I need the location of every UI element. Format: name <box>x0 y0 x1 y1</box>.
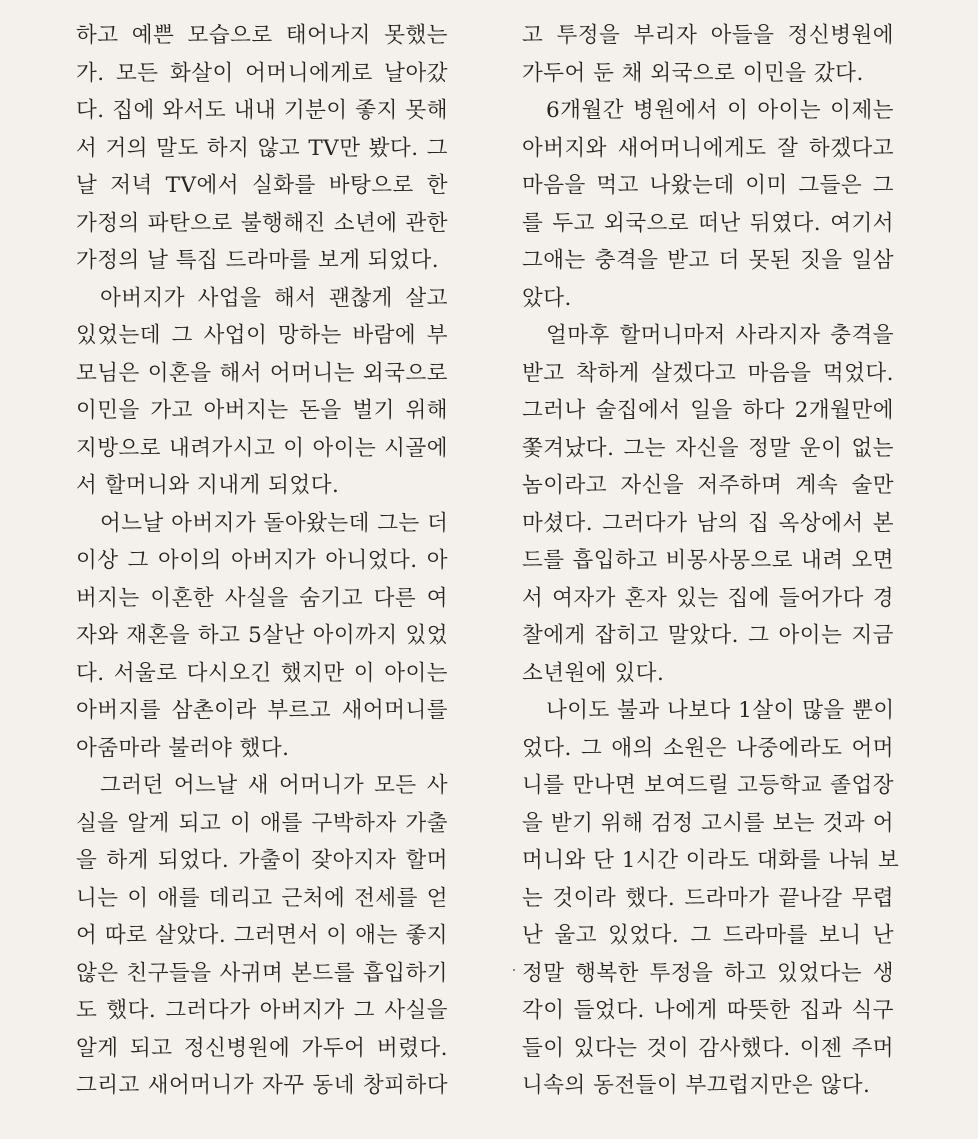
paragraph-first-line: 그러던 어느날 새 어머니가 모든 사 <box>100 773 448 798</box>
text-line: 도 했다. 그러다가 아버지가 그 사실을 <box>76 998 448 1023</box>
text-line: 다. 서울로 다시오긴 했지만 이 아이는 <box>76 660 448 686</box>
text-line: 가정의 날 특집 드라마를 보게 되었다. <box>76 248 440 273</box>
text-line: 았다. <box>522 285 572 311</box>
text-line: 니를 만나면 보여드릴 고등학교 졸업장 <box>522 773 894 798</box>
text-line: 가두어 둔 채 외국으로 이민을 갔다. <box>522 60 864 86</box>
text-line: 자와 재혼을 하고 5살난 아이까지 있었 <box>76 623 448 648</box>
text-line: 날 저녁 TV에서 실화를 바탕으로 한 <box>76 173 448 198</box>
paragraph-first-line: 아버지가 사업을 해서 괜찮게 살고 <box>100 285 448 311</box>
text-line: 그리고 새어머니가 자꾸 동네 창피하다 <box>76 1073 448 1098</box>
text-line: 지방으로 내려가시고 이 아이는 시골에 <box>76 435 448 461</box>
text-line: 하고 예쁜 모습으로 태어나지 못했는 <box>76 23 448 48</box>
text-line: 가정의 파탄으로 불행해진 소년에 관한 <box>76 210 448 236</box>
print-speck <box>513 969 515 971</box>
text-line: 알게 되고 정신병원에 가두어 버렸다. <box>76 1035 448 1061</box>
text-line: 니속의 동전들이 부끄럽지만은 않다. <box>522 1073 871 1098</box>
text-line: 고 투정을 부리자 아들을 정신병원에 <box>522 23 894 48</box>
text-line: 실을 알게 되고 이 애를 구박하자 가출 <box>76 810 448 836</box>
text-line: 받고 착하게 살겠다고 마음을 먹었다. <box>522 360 894 386</box>
text-line: 들이 있다는 것이 감사했다. 이젠 주머 <box>522 1035 894 1061</box>
left-text-column <box>76 17 448 1105</box>
text-line: 서 거의 말도 하지 않고 TV만 봤다. 그 <box>76 135 448 161</box>
text-line: 놈이라고 자신을 저주하며 계속 술만 <box>522 473 894 498</box>
text-line: 쫓겨났다. 그는 자신을 정말 운이 없는 <box>522 435 894 461</box>
text-line: 을 받기 위해 검정 고시를 보는 것과 어 <box>522 810 894 836</box>
text-line: 어 따로 살았다. 그러면서 이 애는 좋지 <box>76 923 448 948</box>
text-line: 가. 모든 화살이 어머니에게로 날아갔 <box>76 60 448 86</box>
text-line: 다. 집에 와서도 내내 기분이 좋지 못해 <box>76 98 448 123</box>
text-line: 찰에게 잡히고 말았다. 그 아이는 지금 <box>522 623 894 648</box>
paragraph-first-line: 어느날 아버지가 돌아왔는데 그는 더 <box>100 510 449 536</box>
text-line: 그애는 충격을 받고 더 못된 짓을 일삼 <box>522 248 894 273</box>
paragraph-first-line: 나이도 불과 나보다 1살이 많을 뿐이 <box>546 698 895 723</box>
text-line: 않은 친구들을 사귀며 본드를 흡입하기 <box>76 960 448 986</box>
right-text-column <box>522 17 900 1105</box>
text-line: 을 하게 되었다. 가출이 잦아지자 할머 <box>76 848 448 873</box>
text-line: 었다. 그 애의 소원은 나중에라도 어머 <box>522 735 894 761</box>
text-line: 있었는데 그 사업이 망하는 바람에 부 <box>76 323 448 348</box>
text-line: 니는 이 애를 데리고 근처에 전세를 얻 <box>76 885 448 911</box>
text-line: 아버지를 삼촌이라 부르고 새어머니를 <box>76 698 448 723</box>
text-line: 아줌마라 불러야 했다. <box>76 735 290 761</box>
text-line: 서 여자가 혼자 있는 집에 들어가다 경 <box>522 585 894 611</box>
text-line: 마음을 먹고 나왔는데 이미 그들은 그 <box>522 173 894 198</box>
text-line: 드를 흡입하고 비몽사몽으로 내려 오면 <box>522 548 894 573</box>
text-line: 버지는 이혼한 사실을 숨기고 다른 여 <box>76 585 448 611</box>
text-line: 난 울고 있었다. 그 드라마를 보니 난 <box>522 923 894 948</box>
text-line: 머니와 단 1시간 이라도 대화를 나눠 보 <box>522 848 900 873</box>
text-line: 이민을 가고 아버지는 돈을 벌기 위해 <box>76 398 448 423</box>
text-line: 모님은 이혼을 해서 어머니는 외국으로 <box>76 360 448 386</box>
text-line: 마셨다. 그러다가 남의 집 옥상에서 본 <box>522 510 894 536</box>
text-line: 소년원에 있다. <box>522 660 665 686</box>
text-line: 그러나 술집에서 일을 하다 2개월만에 <box>522 398 894 423</box>
text-line: 를 두고 외국으로 떠난 뒤였다. 여기서 <box>522 210 894 236</box>
text-line: 정말 행복한 투정을 하고 있었다는 생 <box>522 960 894 986</box>
text-line: 이상 그 아이의 아버지가 아니었다. 아 <box>76 548 448 573</box>
text-line: 각이 들었다. 나에게 따뜻한 집과 식구 <box>522 998 894 1023</box>
paragraph-first-line: 얼마후 할머니마저 사라지자 충격을 <box>546 323 894 348</box>
text-line: 서 할머니와 지내게 되었다. <box>76 473 340 498</box>
text-line: 는 것이라 했다. 드라마가 끝나갈 무렵 <box>522 885 894 911</box>
paragraph-first-line: 6개월간 병원에서 이 아이는 이제는 <box>546 98 894 123</box>
text-line: 아버지와 새어머니에게도 잘 하겠다고 <box>522 135 894 161</box>
